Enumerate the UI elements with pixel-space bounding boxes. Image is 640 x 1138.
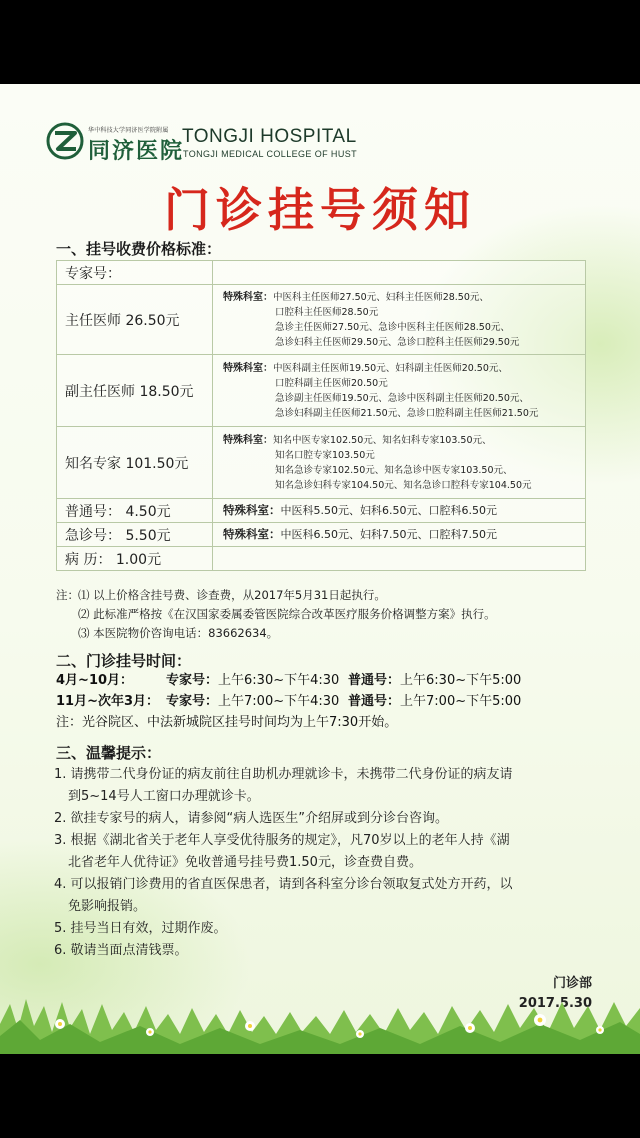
expert-time: 上午7:00~下午4:30	[218, 694, 340, 709]
table-row	[57, 547, 586, 571]
fee-detail-line: 中医科副主任医师19.50元、妇科副主任医师20.50元、	[273, 362, 508, 374]
tip-item-cont: 免影响报销。	[68, 899, 147, 914]
tip-item: 5. 挂号当日有效，过期作废。	[54, 921, 227, 936]
hours-row	[56, 670, 521, 691]
registration-hours	[56, 670, 521, 733]
special-dept-label: 特殊科室：	[223, 362, 273, 374]
grass-flowers-decoration	[0, 984, 640, 1054]
hospital-logo-icon	[46, 122, 84, 160]
table-row	[57, 285, 586, 355]
tip-item: 4. 可以报销门诊费用的省直医保患者，请到各科室分诊台领取复式处方开药，以	[54, 877, 513, 892]
tip-item: 1. 请携带二代身份证的病友前往自助机办理就诊卡，未携带二代身份证的病友请	[54, 767, 513, 782]
signature-dept: 门诊部	[552, 976, 592, 991]
fee-label: 专家号：	[65, 265, 121, 282]
logo-affiliation-text: 华中科技大学同济医学院附属	[88, 127, 169, 134]
table-row	[57, 261, 586, 285]
note-item: ⑵ 此标准严格按《在汉国家委属委管医院综合改革医疗服务价格调整方案》执行。	[78, 607, 496, 621]
fee-label: 副主任医师 18.50元	[65, 383, 194, 400]
hours-period: 11月~次年3月：	[56, 694, 160, 709]
price-notes	[56, 586, 496, 643]
table-row	[57, 523, 586, 547]
special-dept-label: 特殊科室：	[223, 291, 273, 303]
fee-detail-line: 急诊副主任医师19.50元、急诊中医科副主任医师20.50元、	[275, 392, 529, 404]
special-dept-label: 特殊科室：	[223, 503, 281, 517]
tip-item: 6. 敬请当面点清钱票。	[54, 943, 188, 958]
tip-item-cont: 到5~14号人工窗口办理就诊卡。	[68, 789, 260, 804]
fee-detail-line: 中医科6.50元、妇科7.50元、口腔科7.50元	[280, 528, 497, 541]
fee-detail-line: 急诊妇科副主任医师21.50元、急诊口腔科副主任医师21.50元	[275, 407, 539, 419]
fee-table	[56, 260, 586, 571]
normal-label: 普通号：	[348, 673, 401, 688]
table-row	[57, 355, 586, 427]
tips-list	[54, 764, 594, 962]
fee-detail-line: 知名急诊妇科专家104.50元、知名急诊口腔科专家104.50元	[275, 479, 532, 491]
table-row	[57, 499, 586, 523]
fee-detail-line: 口腔科副主任医师20.50元	[275, 377, 388, 389]
normal-time: 上午7:00~下午5:00	[400, 694, 522, 709]
hours-period: 4月~10月：	[56, 673, 134, 688]
notes-lead: 注：	[56, 588, 79, 602]
fee-label: 知名专家 101.50元	[65, 455, 189, 472]
special-dept-label: 特殊科室：	[223, 527, 281, 541]
special-dept-label: 特殊科室：	[223, 434, 273, 446]
fee-detail-line: 知名中医专家102.50元、知名妇科专家103.50元、	[273, 434, 492, 446]
tip-item: 3. 根据《湖北省关于老年人享受优待服务的规定》，凡70岁以上的老年人持《湖	[54, 833, 510, 848]
notice-poster	[0, 84, 640, 1054]
normal-time: 上午6:30~下午5:00	[400, 673, 522, 688]
fee-label: 主任医师 26.50元	[65, 312, 180, 329]
fee-detail-line: 中医科5.50元、妇科6.50元、口腔科6.50元	[280, 504, 497, 517]
section2-heading: 二、门诊挂号时间：	[56, 652, 192, 670]
logo-english-name: TONGJI HOSPITAL	[182, 126, 357, 147]
fee-label: 病 历： 1.00元	[65, 551, 162, 568]
expert-time: 上午6:30~下午4:30	[218, 673, 340, 688]
fee-detail-line: 口腔科主任医师28.50元	[275, 306, 379, 318]
page-title: 门诊挂号须知	[164, 183, 476, 237]
logo-english-subtitle: TONGJI MEDICAL COLLEGE OF HUST	[183, 149, 358, 159]
hours-note: 注：光谷院区、中法新城院区挂号时间均为上午7:30开始。	[56, 715, 398, 730]
tip-item: 2. 欲挂专家号的病人，请参阅“病人选医生”介绍屏或到分诊台咨询。	[54, 811, 449, 826]
hours-row	[56, 691, 521, 712]
fee-label: 普通号： 4.50元	[65, 503, 171, 520]
table-row	[57, 427, 586, 499]
fee-label: 急诊号： 5.50元	[65, 527, 171, 544]
expert-label: 专家号：	[166, 694, 219, 709]
note-item: ⑴ 以上价格含挂号费、诊查费，从2017年5月31日起执行。	[78, 588, 386, 602]
hospital-logo-block	[46, 122, 606, 172]
section3-heading: 三、温馨提示：	[56, 744, 162, 762]
note-item: ⑶ 本医院物价咨询电话：83662634。	[78, 626, 279, 640]
normal-label: 普通号：	[348, 694, 401, 709]
signature-date: 2017.5.30	[518, 996, 592, 1011]
fee-detail-line: 知名急诊专家102.50元、知名急诊中医专家103.50元、	[275, 464, 513, 476]
fee-detail-line: 中医科主任医师27.50元、妇科主任医师28.50元、	[273, 291, 489, 303]
section1-heading: 一、挂号收费价格标准：	[56, 240, 222, 258]
expert-label: 专家号：	[166, 673, 219, 688]
tip-item-cont: 北省老年人优待证》免收普通号挂号费1.50元，诊查费自费。	[68, 855, 422, 870]
fee-detail-line: 急诊主任医师27.50元、急诊中医科主任医师28.50元、	[275, 321, 510, 333]
fee-detail-line: 知名口腔专家103.50元	[275, 449, 375, 461]
fee-detail-line: 急诊妇科主任医师29.50元、急诊口腔科主任医师29.50元	[275, 336, 520, 348]
logo-chinese-name: 同济医院	[88, 138, 185, 164]
